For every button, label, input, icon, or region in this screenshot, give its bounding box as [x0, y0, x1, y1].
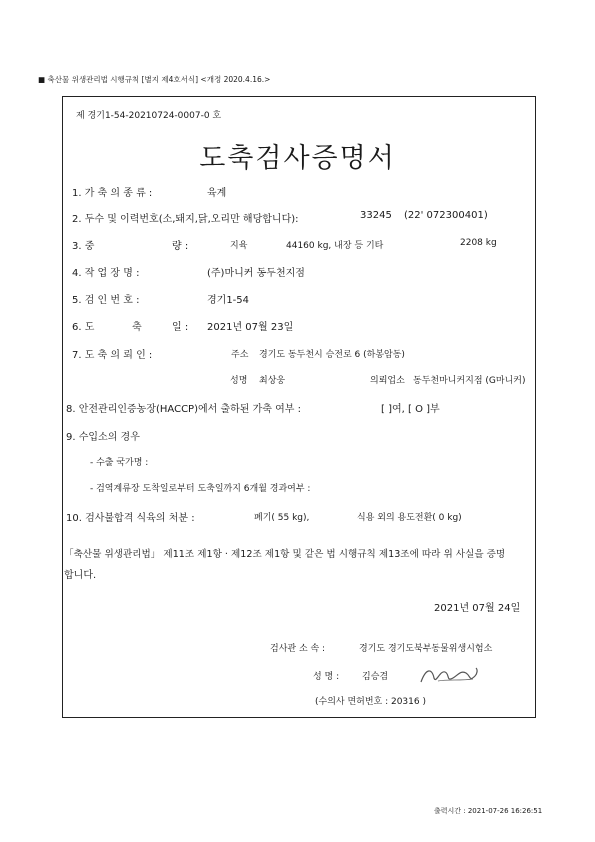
name-label: 성명 [230, 376, 248, 386]
slaughter-date-value: 2021년 07월 23일 [207, 322, 294, 333]
requester-label: 7. 도 축 의 뢰 인 : [72, 350, 153, 361]
slaughter-date-label-prefix: 6. 도 [72, 322, 95, 333]
inspector-affiliation-label: 검사관 소 속 : [270, 644, 326, 654]
weight-label-prefix: 3. 중 [72, 241, 95, 252]
trace-number: (22' 072300401) [404, 210, 488, 221]
kind-label: 1. 가 축 의 종 류 : [72, 188, 153, 199]
workplace-value: (주)마니커 동두천지점 [207, 268, 305, 279]
statement-line-2: 합니다. [64, 570, 97, 581]
inspector-name-value: 김승겸 [362, 672, 389, 682]
weight-label-suffix: 량 : [172, 241, 189, 252]
workplace-label: 4. 작 업 장 명 : [72, 268, 140, 279]
output-timestamp: 출력시간 : 2021-07-26 16:26:51 [434, 807, 543, 815]
slaughter-date-label-mid: 축 [132, 322, 142, 333]
inspector-name-label: 성 명 : [313, 672, 340, 682]
carcass-value: 44160 kg, 내장 등 기타 [286, 241, 384, 251]
kind-value: 육계 [207, 188, 227, 199]
quarantine-period-label: - 검역계류장 도착일로부터 도축일까지 6개월 경과여부 : [90, 484, 311, 494]
inspection-label: 5. 검 인 번 호 : [72, 295, 140, 306]
export-country-label: - 수출 국가명 : [90, 458, 149, 468]
business-value: 동두천마니커지점 (G마니커) [413, 376, 526, 386]
id-label: 2. 두수 및 이력번호(소,돼지,닭,오리만 해당합니다): [72, 214, 299, 225]
business-label: 의뢰업소 [370, 376, 405, 386]
other-weight-value: 2208 kg [460, 238, 497, 248]
statement-line-1: 「축산물 위생관리법」 제11조 제1항 · 제12조 제1항 및 같은 법 시행규칙 제13조에 따라 위 사실을 증명 [64, 549, 506, 560]
inspection-value: 경기1-54 [207, 295, 250, 306]
haccp-label: 8. 안전관리인증농장(HACCP)에서 출하된 가축 여부 : [66, 404, 302, 415]
slaughter-date-label-suffix: 일 : [172, 322, 189, 333]
import-label: 9. 수입소의 경우 [66, 432, 140, 443]
discard-value: 폐기( 55 kg), [254, 513, 310, 523]
issue-date: 2021년 07월 24일 [434, 603, 521, 614]
address-label: 주소 [231, 350, 249, 360]
inspector-affiliation-value: 경기도 경기도북부동물위생시험소 [359, 644, 493, 654]
page-title: 도축검사증명서 [199, 143, 396, 174]
form-header-note: ■ 축산물 위생관리법 시행규칙 [별지 제4호서식] <개정 2020.4.16.> [38, 75, 271, 84]
disposal-label: 10. 검사불합격 식육의 처분 : [66, 513, 195, 524]
certificate-number: 제 경기1-54-20210724-0007-0 호 [76, 111, 222, 121]
carcass-label: 지육 [230, 241, 248, 251]
other-use-value: 식용 외의 용도전환( 0 kg) [357, 513, 462, 523]
head-count: 33245 [360, 210, 392, 221]
name-value: 최상웅 [259, 376, 286, 386]
signature-stamp [418, 664, 480, 686]
address-value: 경기도 동두천시 승전로 6 (하봉암동) [259, 350, 405, 360]
license-number: (수의사 면허번호 : 20316 ) [315, 697, 426, 707]
haccp-value: [ ]여, [ O ]부 [381, 404, 440, 415]
